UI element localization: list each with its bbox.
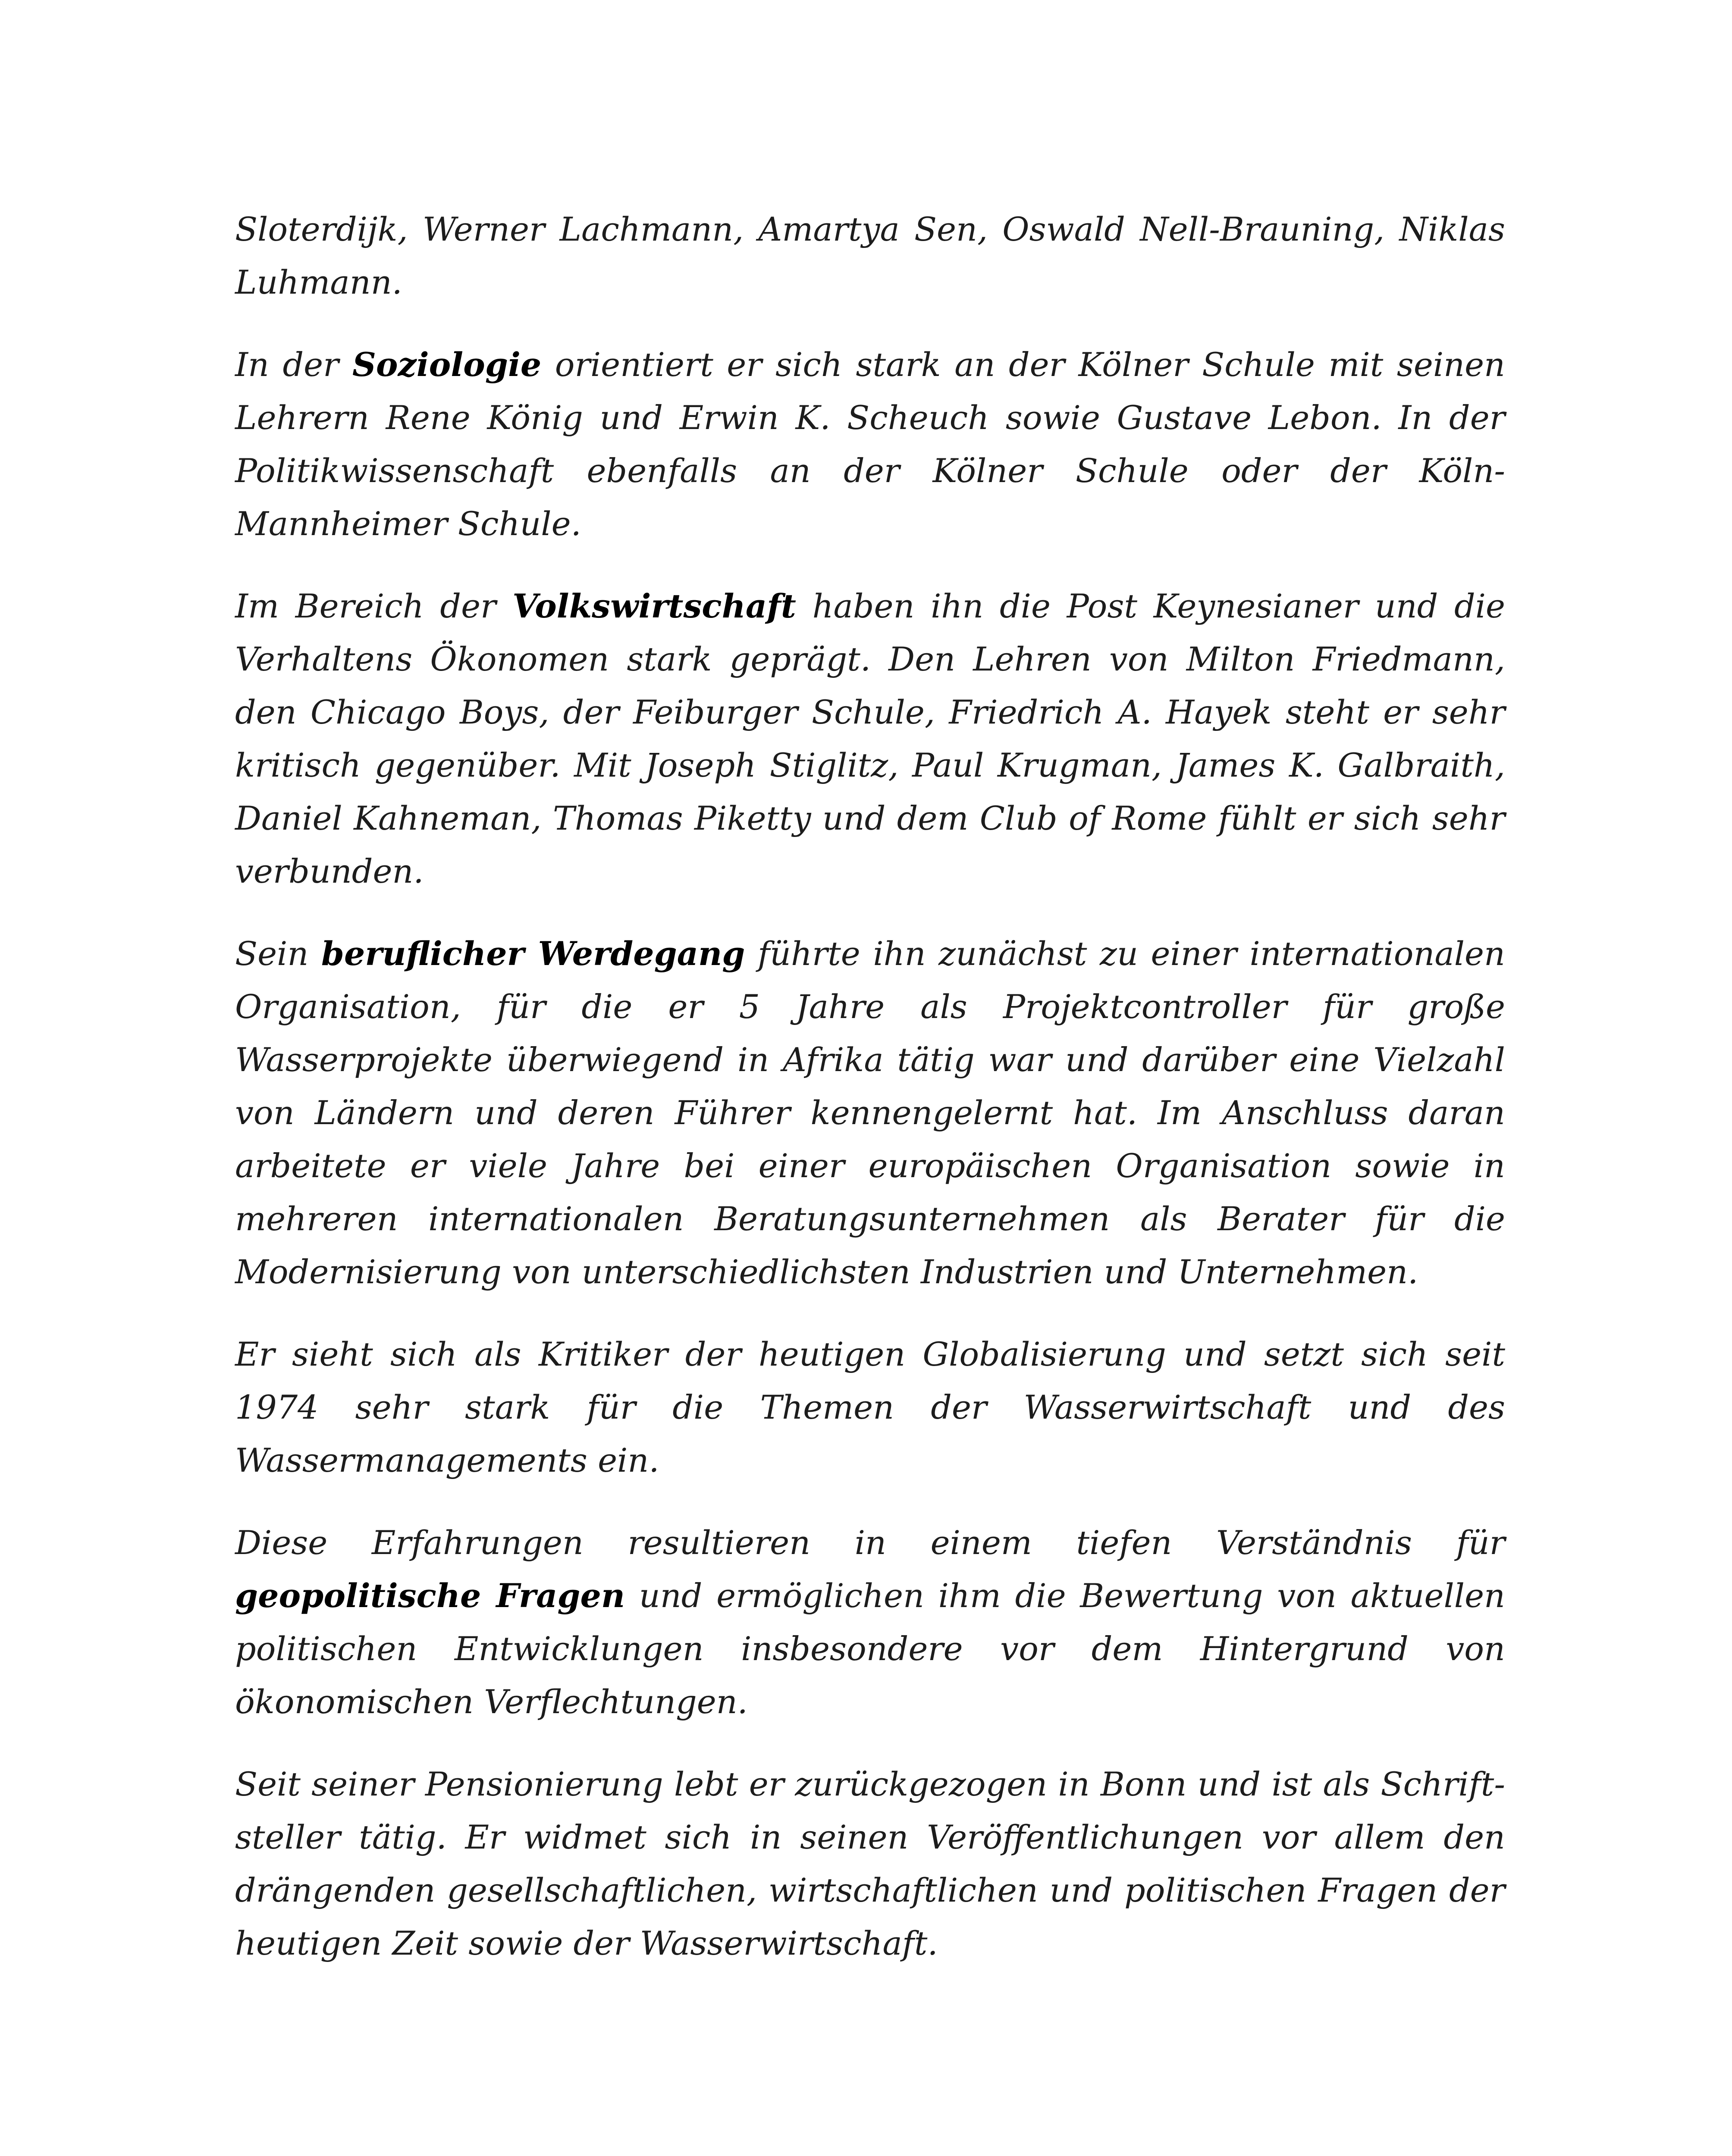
- paragraph-text: Er sieht sich als Kritiker der heutigen Globalisierung und setzt sich seit 1974 sehr stark für die Themen der Wasserwirtschaft und des Wassermanagements ein.: [235, 1335, 1505, 1479]
- emphasis-werdegang: beruflicher Werdegang: [321, 934, 745, 973]
- emphasis-geopolitik: geopolitische Fragen: [235, 1576, 625, 1615]
- paragraph-text: Diese Erfahrungen resultieren in einem tiefen Verständnis für: [235, 1523, 1505, 1562]
- emphasis-soziologie: Soziologie: [352, 345, 542, 384]
- paragraph-text: Sloterdijk, Werner Lachmann, Amartya Sen, Oswald Nell-Brauning, Niklas Luhmann.: [235, 210, 1505, 301]
- paragraph-text: Sein: [235, 934, 321, 973]
- paragraph-text: haben ihn die Post Keynesianer und die Verhaltens Ökonomen stark geprägt. Den Lehren von Milton Friedmann, den Chicago Boys, der Feiburger Schule, Friedrich A. Hayek steht er sehr kritisch gegenüber. Mit Joseph Stiglitz, Paul Krugman, James K. Galbraith, Daniel Kahneman, Thomas Piketty und dem Club of Rome fühlt er sich sehr verbunden.: [235, 587, 1505, 890]
- paragraph-geopolitik: [235, 1516, 1505, 1728]
- paragraph-globalisierung: [235, 1328, 1505, 1487]
- paragraph-text: In der: [235, 345, 352, 384]
- body-text: [235, 203, 1505, 1999]
- paragraph-volkswirtschaft: [235, 580, 1505, 898]
- paragraph-text: orientiert er sich stark an der Kölner Schule mit seinen Lehrern Rene König und Erwin K. Scheuch sowie Gustave Lebon. In der Politikwissenschaft ebenfalls an der Kölner Schule oder der Köln-Mannheimer Schule.: [235, 345, 1505, 543]
- paragraph-authors-continued: [235, 203, 1505, 309]
- paragraph-pensionierung: [235, 1758, 1505, 1970]
- paragraph-text: führte ihn zunächst zu einer internationalen Organisation, für die er 5 Jahre als Projektcontroller für große Wasserprojekte überwiegend in Afrika tätig war und darüber eine Vielzahl von Ländern und deren Führer kennengelernt hat. Im Anschluss daran arbeitete er viele Jahre bei einer europäischen Organisation sowie in mehreren internationalen Beratungsunternehmen als Berater für die Modernisierung von unterschiedlichsten Industrien und Unternehmen.: [235, 934, 1505, 1291]
- paragraph-text: und ermöglichen ihm die Bewertung von aktuellen politischen Entwicklungen insbesondere vor dem Hintergrund von ökonomischen Verflechtungen.: [235, 1576, 1505, 1721]
- emphasis-volkswirtschaft: Volkswirtschaft: [512, 587, 796, 625]
- paragraph-soziologie: [235, 338, 1505, 550]
- paragraph-werdegang: [235, 927, 1505, 1298]
- paragraph-text: Seit seiner Pensionierung lebt er zurückgezogen in Bonn und ist als Schriftsteller tätig. Er widmet sich in seinen Veröffentlichungen vor allem den drängenden gesellschaftlichen, wirtschaftlichen und politischen Fragen der heutigen Zeit sowie der Wasserwirtschaft.: [235, 1765, 1505, 1962]
- paragraph-text: Im Bereich der: [235, 587, 513, 625]
